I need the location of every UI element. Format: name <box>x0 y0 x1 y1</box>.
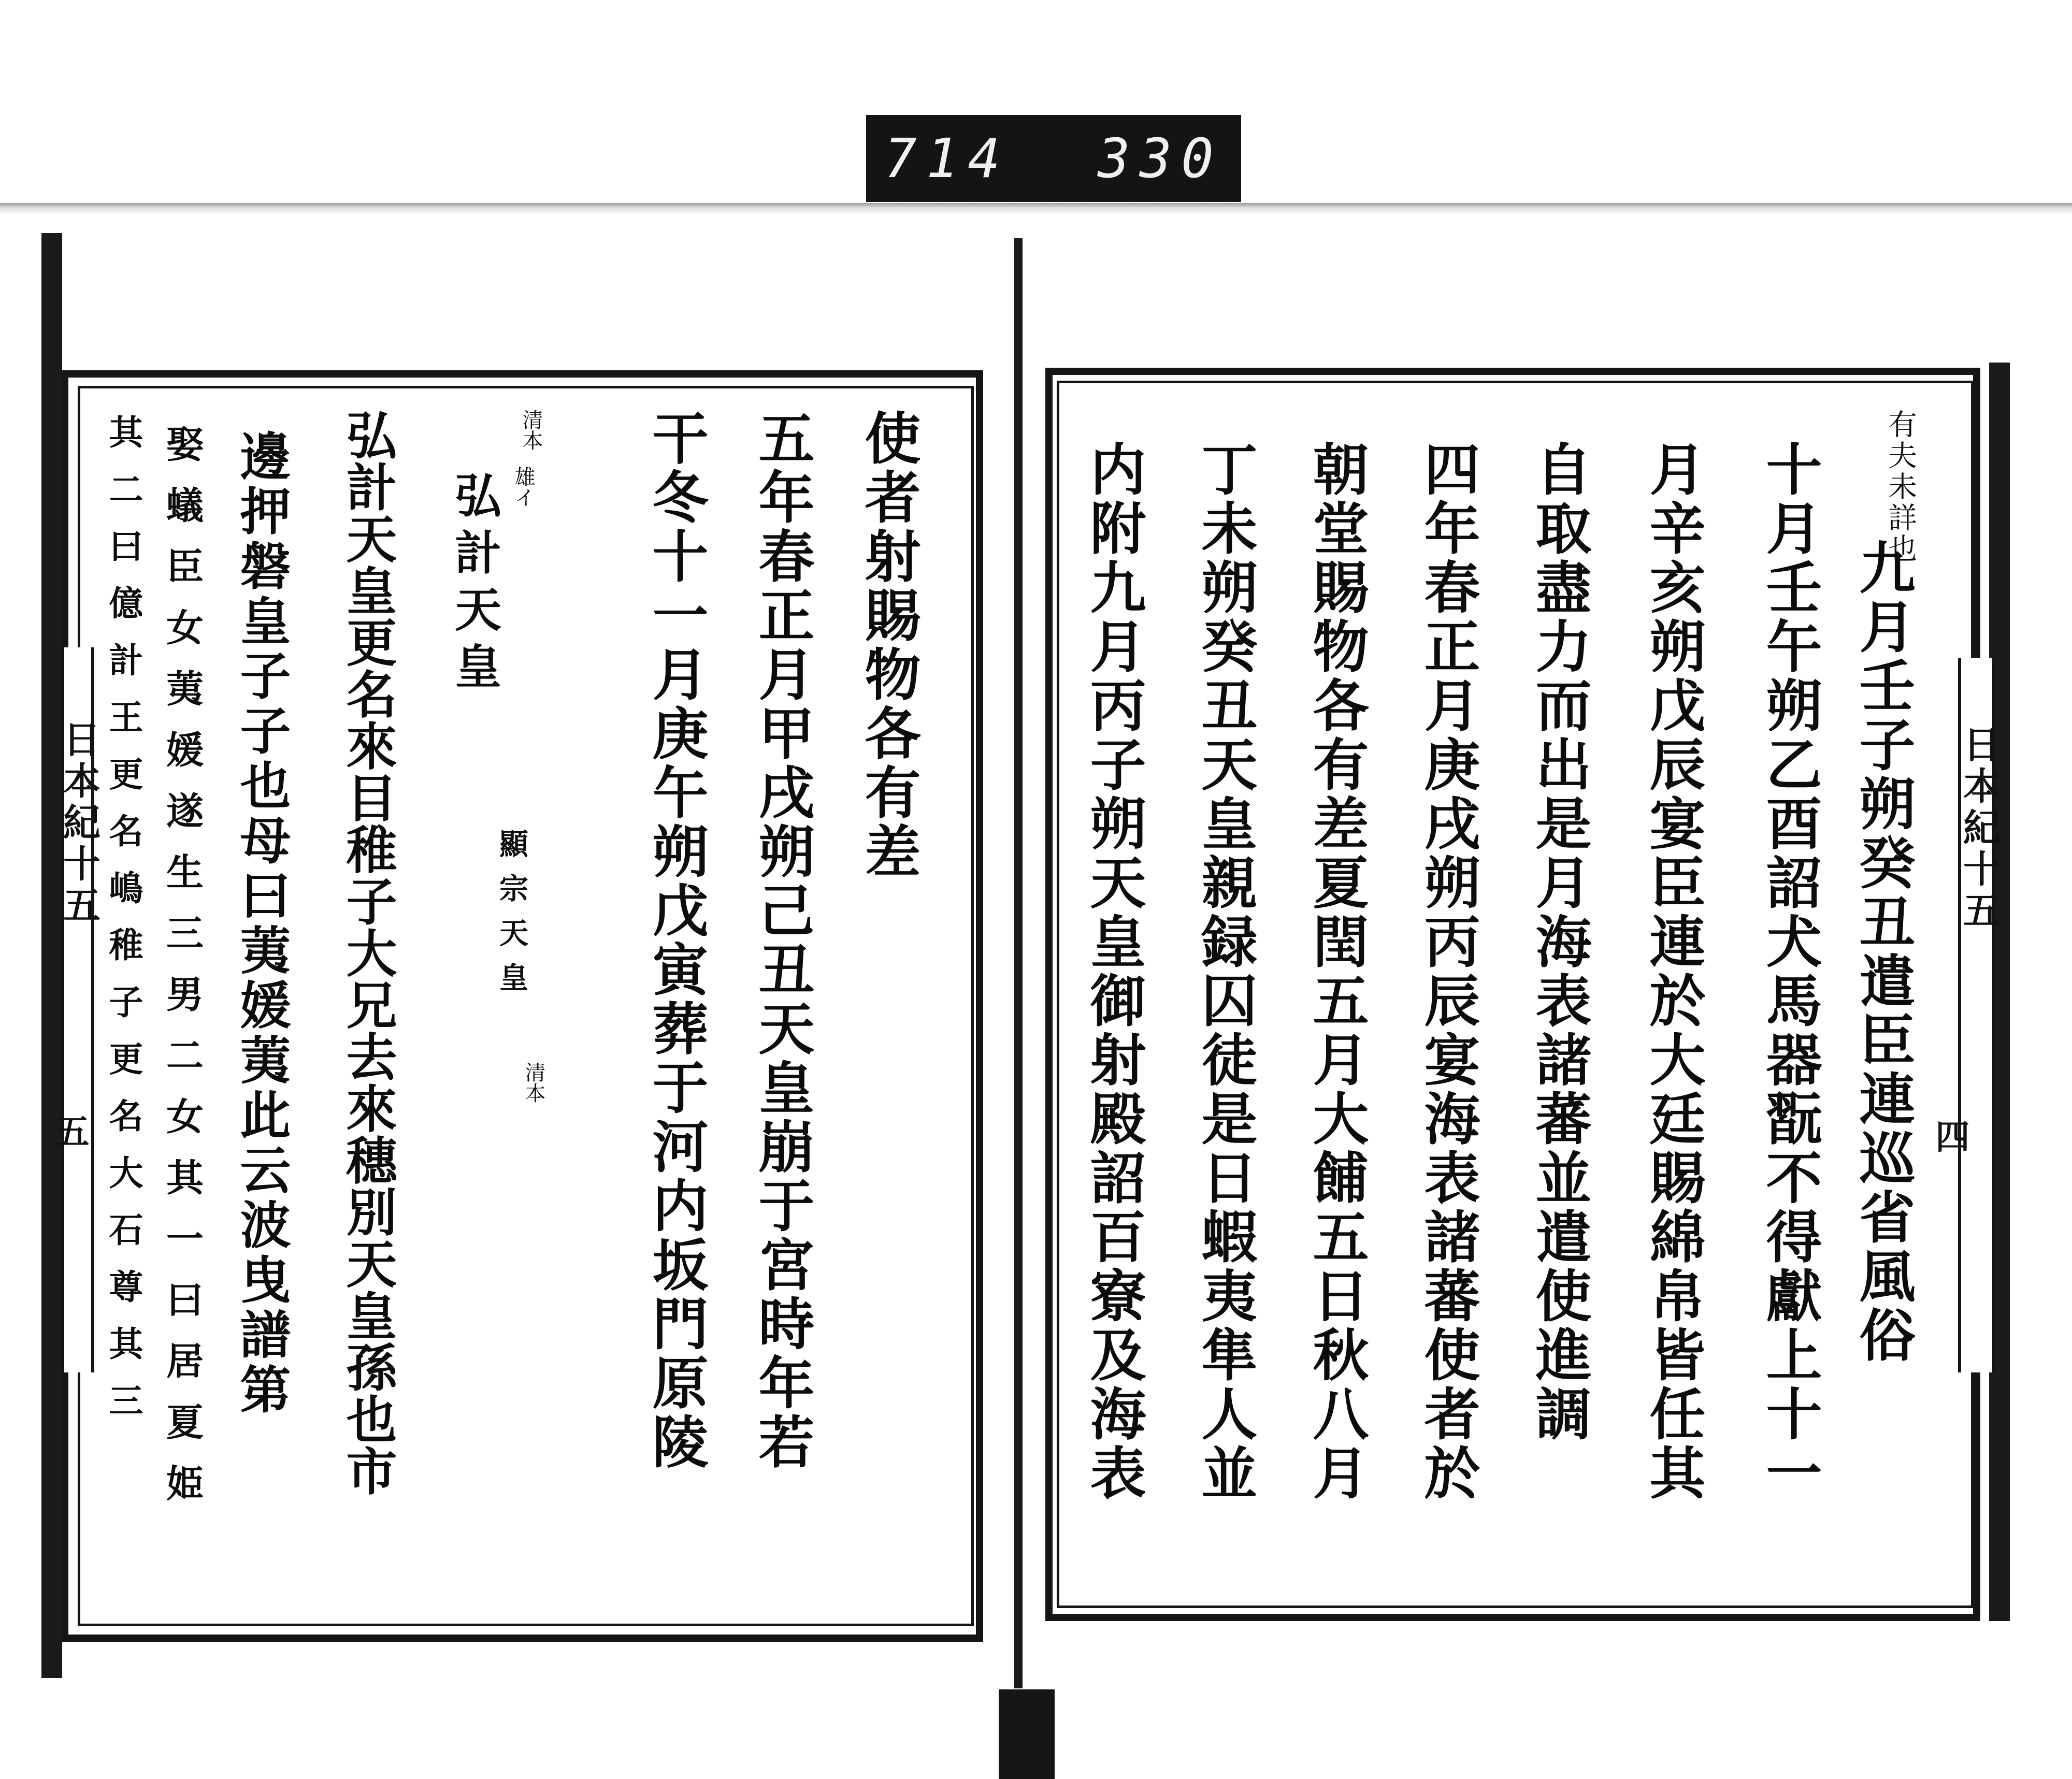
left-annotation-seal-a: 清本 <box>519 409 543 451</box>
left-annotation-seal-c: 清本 <box>522 1062 545 1103</box>
left-annotation-seal-b: 雄イ <box>511 466 535 508</box>
gutter-binding-block <box>999 1689 1055 1779</box>
right-column-1: 九月壬子朔癸丑遣臣連巡省風俗 <box>1850 539 1915 1365</box>
frame-number-label <box>866 115 1241 202</box>
book-gutter <box>1014 238 1023 1688</box>
right-margin-page-number: 四 <box>1930 1119 1970 1153</box>
right-column-note: 有夫未詳也 <box>1883 409 1917 565</box>
left-margin-page-number: 五 <box>49 1113 90 1148</box>
right-column-5: 四年春正月庚戌朔丙辰宴海表諸蕃使者於 <box>1415 440 1480 1503</box>
frame-number-right: 330 <box>1098 127 1223 190</box>
left-column-6: 邊押磐皇子子也母曰荑媛荑此云波曳譜第 <box>232 430 291 1418</box>
right-column-6: 朝堂賜物各有差夏閏五月大餔五日秋八月 <box>1303 440 1369 1503</box>
left-column-1: 使者射賜物各有差 <box>855 409 920 881</box>
right-column-2: 十月壬午朔乙酉詔犬馬器翫不得獻上十一 <box>1757 440 1822 1503</box>
left-column-8: 其二曰億計王更名嶋稚子更名大石尊其三 <box>103 414 143 1440</box>
right-column-8: 内附九月丙子朔天皇御射殿詔百寮及海表 <box>1081 440 1146 1503</box>
left-column-3: 干冬十一月庚午朔戊寅葬于河内坂門原陵 <box>643 409 708 1472</box>
book-top-edge <box>0 203 2072 214</box>
left-margin-title: 日本紀十五 <box>57 720 101 927</box>
right-column-4: 自取盡力而出是月海表諸蕃並遣使進調 <box>1526 440 1591 1444</box>
left-heading-subtitle: 顯宗天皇 <box>495 829 529 1007</box>
right-column-3: 月辛亥朔戊辰宴臣連於大廷賜綿帛皆任其 <box>1640 440 1705 1503</box>
left-column-2: 五年春正月甲戌朔己丑天皇崩于宮時年若 <box>749 409 814 1472</box>
left-column-5: 弘計天皇更名來目稚子大兄去來穗別天皇孫也市 <box>338 409 397 1497</box>
left-column-7: 娶蟻臣女荑媛遂生三男二女其一曰居夏姫 <box>160 425 204 1525</box>
right-margin-title: 日本紀十五 <box>1957 725 2001 932</box>
right-column-7: 丁未朔癸丑天皇親録囚徒是日蝦夷隼人並 <box>1192 440 1257 1503</box>
left-heading-title: 弘計天皇 <box>447 471 501 699</box>
frame-number-left: 714 <box>884 127 1010 190</box>
